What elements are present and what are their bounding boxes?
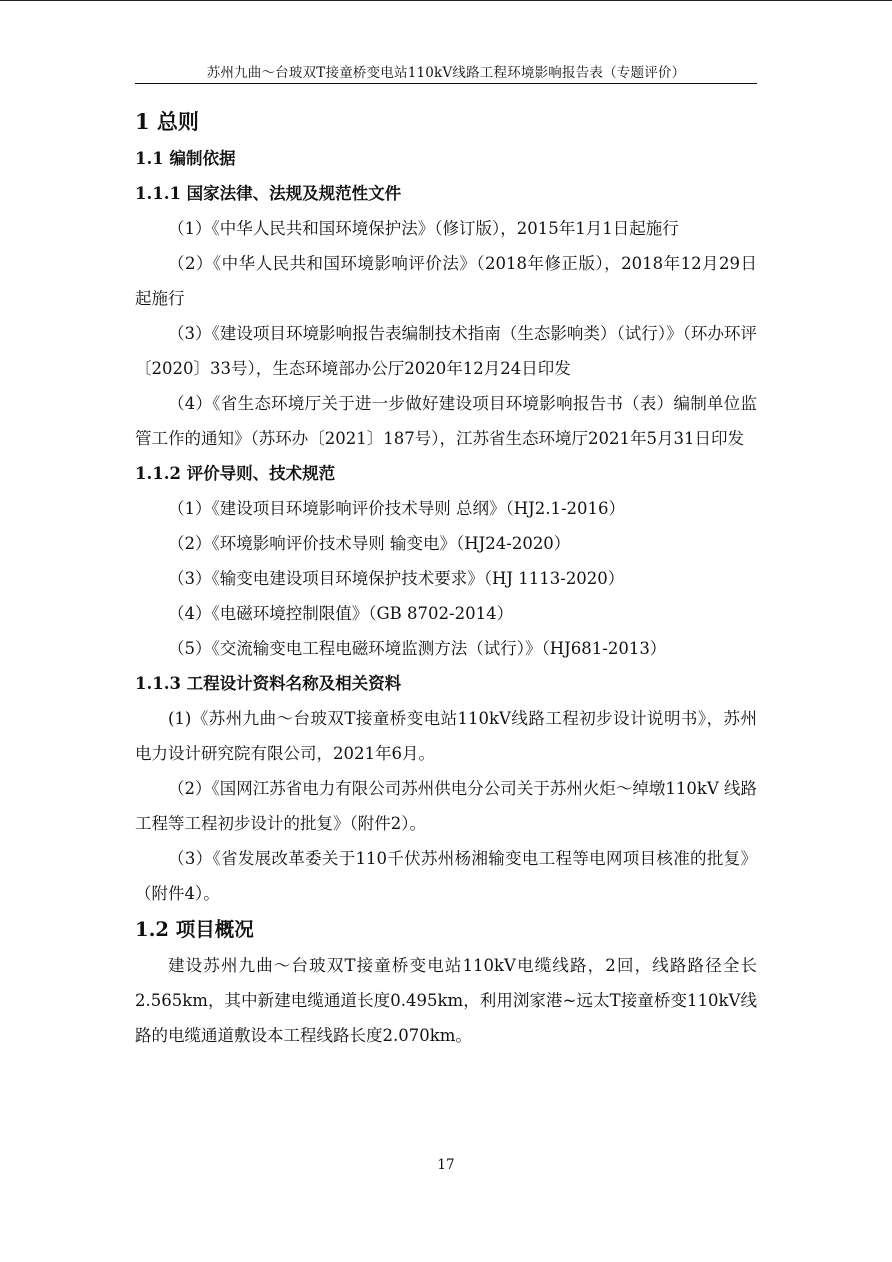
- running-header: 苏州九曲～台玻双T接童桥变电站110kV线路工程环境影响报告表（专题评价）: [206, 65, 686, 81]
- header-rule: [135, 83, 757, 84]
- standard-item: （5）《交流输变电工程电磁环境监测方法（试行）》（HJ681-2013）: [168, 639, 667, 658]
- law-item: （3）《建设项目环境影响报告表编制技术指南（生态影响类）（试行）》（环办环评〔2020〕33号），生态环境部办公厅2020年12月24日印发: [135, 324, 757, 378]
- page-top-border: [0, 0, 892, 1]
- standard-item: （3）《输变电建设项目环境保护技术要求》（HJ 1113-2020）: [168, 569, 625, 588]
- law-item: （1）《中华人民共和国环境保护法》（修订版），2015年1月1日起施行: [168, 219, 679, 238]
- law-item: （4）《省生态环境厅关于进一步做好建设项目环境影响报告书（表）编制单位监管工作的通知》（苏环办〔2021〕187号），江苏省生态环境厅2021年5月31日印发: [135, 394, 757, 448]
- heading-1-1-basis: 1.1 编制依据: [135, 149, 236, 168]
- standard-item: （2）《环境影响评价技术导则 输变电》（HJ24-2020）: [168, 534, 571, 553]
- heading-1-general: 1 总则: [135, 109, 199, 134]
- heading-1-2-overview: 1.2 项目概况: [135, 918, 254, 941]
- law-item: （2）《中华人民共和国环境影响评价法》（2018年修正版），2018年12月29日起施行: [135, 254, 757, 308]
- page-number: 17: [437, 1157, 455, 1173]
- standard-item: （4）《电磁环境控制限值》（GB 8702-2014）: [168, 604, 514, 623]
- heading-1-1-1-laws: 1.1.1 国家法律、法规及规范性文件: [135, 184, 402, 203]
- heading-1-1-3-design-docs: 1.1.3 工程设计资料名称及相关资料: [135, 674, 402, 693]
- design-doc-item: （2）《国网江苏省电力有限公司苏州供电分公司关于苏州火炬～绰墩110kV 线路工程等工程初步设计的批复》（附件2）。: [135, 779, 757, 833]
- design-doc-item: （3）《省发展改革委关于110千伏苏州杨湘输变电工程等电网项目核准的批复》（附件4）。: [135, 849, 757, 903]
- heading-1-1-2-standards: 1.1.2 评价导则、技术规范: [135, 464, 336, 483]
- page-body: [135, 103, 757, 1053]
- overview-paragraph: 建设苏州九曲～台玻双T接童桥变电站110kV电缆线路，2回，线路路径全长2.565km，其中新建电缆通道长度0.495km，利用浏家港~远太T接童桥变110kV线路的电缆通道敷设本工程线路长度2.070km。: [135, 956, 757, 1045]
- standard-item: （1）《建设项目环境影响评价技术导则 总纲》（HJ2.1-2016）: [168, 499, 626, 518]
- design-doc-item: (1)《苏州九曲～台玻双T接童桥变电站110kV线路工程初步设计说明书》，苏州电力设计研究院有限公司，2021年6月。: [135, 709, 757, 763]
